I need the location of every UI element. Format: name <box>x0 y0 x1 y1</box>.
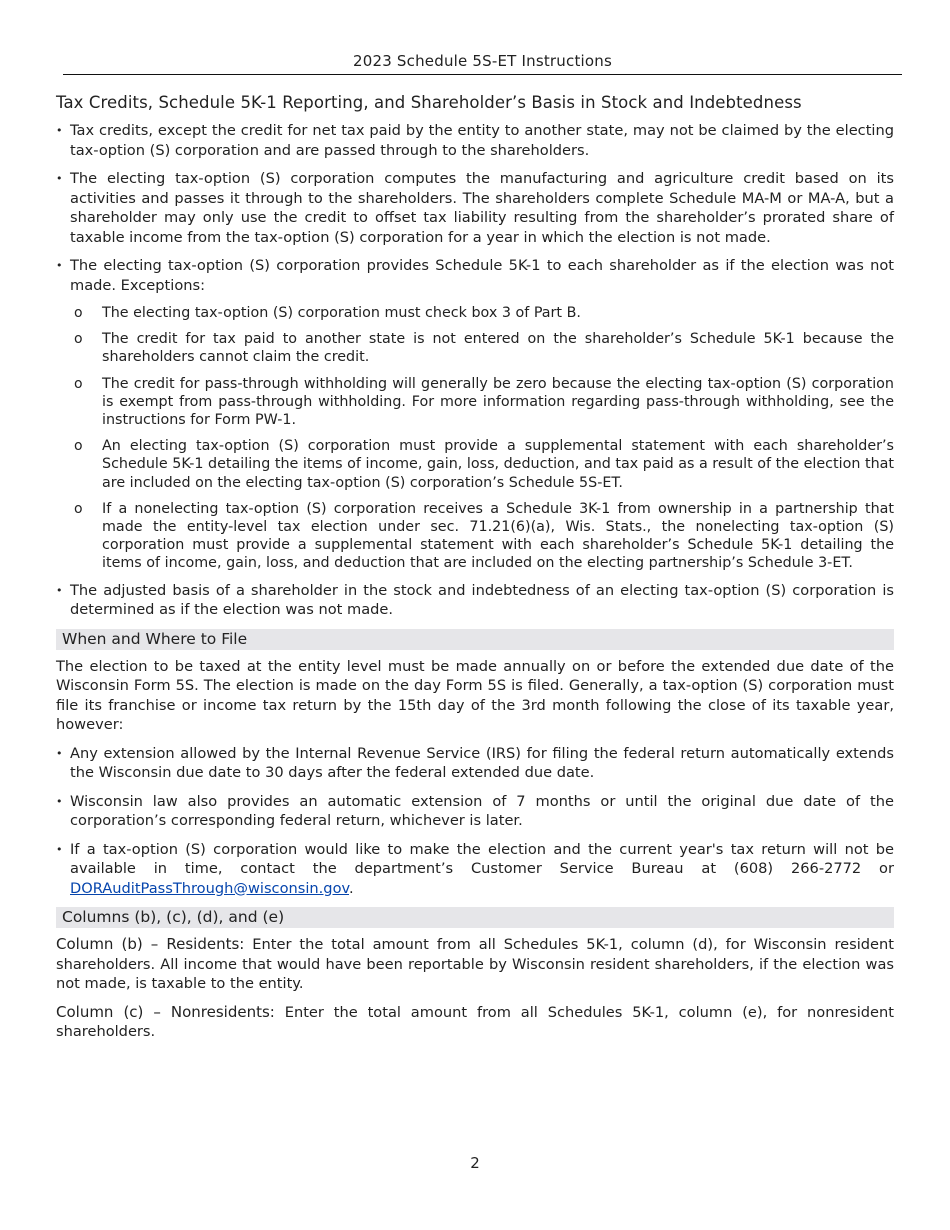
sub-item-text: The electing tax-option (S) corporation must check box 3 of Part B. <box>102 305 581 321</box>
email-link[interactable]: DORAuditPassThrough@wisconsin.gov <box>70 879 350 897</box>
sub-bullet-marker: o <box>74 305 83 321</box>
bullet-marker: • <box>56 794 63 808</box>
column-b-text: Enter the total amount from all Schedules 5K-1, column (d), for Wisconsin resident shareholders. All income that would have been reportable by Wisconsin resident shareholders, if the election was not made, is taxable to the entity. <box>56 936 894 993</box>
section-heading-columns: Columns (b), (c), (d), and (e) <box>56 907 894 928</box>
section-heading-when-where: When and Where to File <box>56 629 894 650</box>
list-item <box>56 792 894 831</box>
list-item <box>56 169 894 247</box>
section-title-tax-credits: Tax Credits, Schedule 5K-1 Reporting, and Shareholder’s Basis in Stock and Indebtedness <box>56 93 802 112</box>
sub-bullet-marker: o <box>74 375 83 392</box>
list-item <box>56 256 894 295</box>
page-number: 2 <box>470 1154 480 1172</box>
running-header: 2023 Schedule 5S-ET Instructions <box>352 52 613 70</box>
bullet-marker: • <box>56 259 63 272</box>
list-item <box>56 581 894 620</box>
bullet-marker: • <box>56 124 63 137</box>
sub-bullet-marker: o <box>74 331 83 348</box>
sub-list-item <box>56 375 894 430</box>
sub-list-item <box>56 304 894 322</box>
header-rule <box>63 74 902 75</box>
list-item <box>56 121 894 160</box>
bullet-text: Any extension allowed by the Internal Revenue Service (IRS) for filing the federal return automatically extends the Wisconsin due date to 30 days after the federal extended due date. <box>70 744 894 782</box>
column-b-paragraph <box>56 935 894 994</box>
sub-item-text: If a nonelecting tax-option (S) corporation receives a Schedule 3K-1 from ownership in a partnership that made the entity-level tax election under sec. 71.21(6)(a), Wis. Stats., the nonelecting tax-option (S) corporation must provide a supplemental statement with each shareholder’s Schedule 5K-1 detailing the items of income, gain, loss, and deduction that are included on the electing partnership’s Schedule 3-ET. <box>102 500 894 572</box>
bullet-text: Tax credits, except the credit for net tax paid by the entity to another state, may not be claimed by the electing tax-option (S) corporation and are passed through to the shareholders. <box>70 122 894 159</box>
bullet-marker: • <box>56 842 63 856</box>
bullet-text: The electing tax-option (S) corporation provides Schedule 5K-1 to each shareholder as if the election was not made. Exceptions: <box>70 257 894 294</box>
list-item <box>56 840 894 899</box>
bullet-text: If a tax-option (S) corporation would like to make the election and the current year's tax return will not be available in time, contact the department’s Customer Service Bureau at (608) 266-2772 or <box>70 840 894 878</box>
column-c-label: Column (c) – Nonresidents: <box>56 1002 275 1021</box>
bullet-marker: • <box>56 583 63 597</box>
sub-bullet-marker: o <box>74 500 83 517</box>
sub-item-text: The credit for tax paid to another state is not entered on the shareholder’s Schedule 5K-1 because the shareholders cannot claim the credit. <box>102 331 894 366</box>
sub-list-item <box>56 437 894 492</box>
bullet-text: The electing tax-option (S) corporation computes the manufacturing and agriculture credit based on its activities and passes it through to the shareholders. The shareholders complete Schedule MA-M or MA-A, but a shareholder may only use the credit to offset tax liability resulting from the shareholder’s prorated share of taxable income from the tax-option (S) corporation for a year in which the election is not made. <box>70 170 894 246</box>
when-where-intro: The election to be taxed at the entity level must be made annually on or before the extended due date of the Wisconsin Form 5S. The election is made on the day Form 5S is filed. Generally, a tax-option (S) corporation must file its franchise or income tax return by the 15th day of the 3rd month following the close of its taxable year, however: <box>56 657 894 734</box>
sub-item-text: The credit for pass-through withholding will generally be zero because the electing tax-option (S) corporation is exempt from pass-through withholding. For more information regarding pass-through withholding, see the instructions for Form PW-1. <box>102 375 894 429</box>
bullet-text: The adjusted basis of a shareholder in the stock and indebtedness of an electing tax-option (S) corporation is determined as if the election was not made. <box>70 581 894 619</box>
bullet-text: Wisconsin law also provides an automatic extension of 7 months or until the original due date of the corporation’s corresponding federal return, whichever is later. <box>70 792 894 830</box>
sub-bullet-marker: o <box>74 438 83 455</box>
column-c-text: Enter the total amount from all Schedules 5K-1, column (e), for nonresident shareholders. <box>56 1003 894 1041</box>
list-item <box>56 744 894 783</box>
sub-list-item <box>56 330 894 366</box>
page-content <box>56 93 894 1051</box>
bullet-end: . <box>349 879 354 897</box>
sub-list-item <box>56 500 894 573</box>
column-c-paragraph <box>56 1003 894 1042</box>
bullet-marker: • <box>56 746 63 760</box>
sub-item-text: An electing tax-option (S) corporation must provide a supplemental statement with each shareholder’s Schedule 5K-1 detailing the items of income, gain, loss, deduction, and tax paid as a result of the election that are included on the electing tax-option (S) corporation’s Schedule 5S-ET. <box>102 438 894 491</box>
column-b-label: Column (b) – Residents: <box>56 935 245 954</box>
bullet-marker: • <box>56 172 63 185</box>
